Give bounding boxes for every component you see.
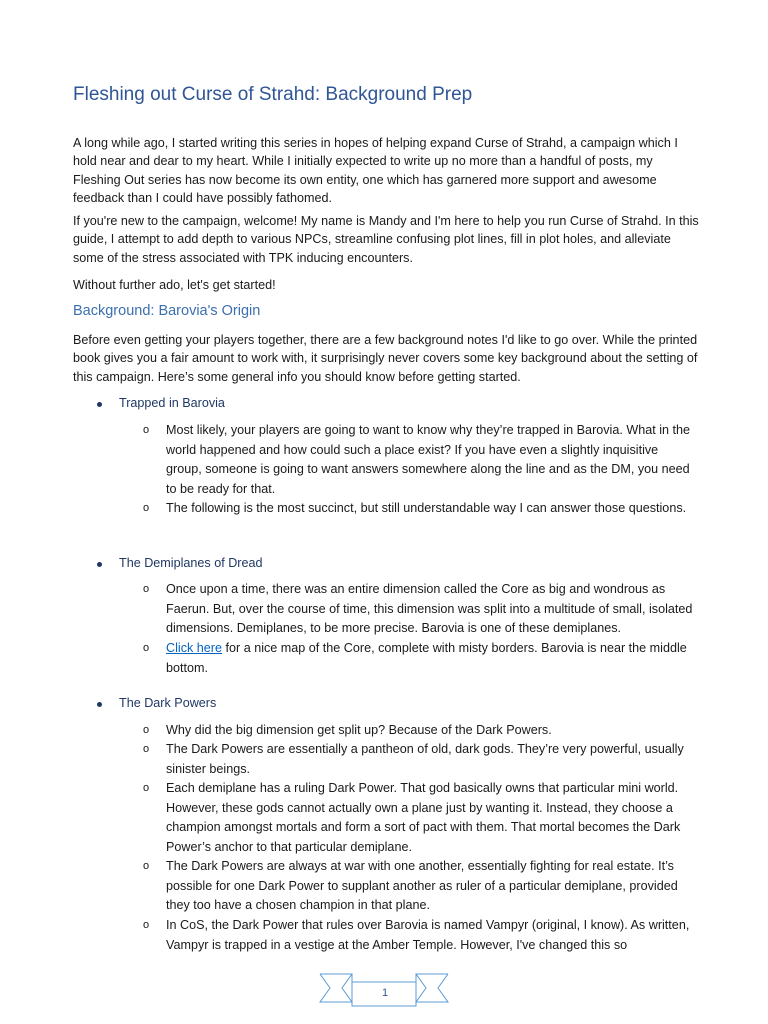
list-item — [143, 421, 695, 499]
list-item-text: Why did the big dimension get split up? Because of the Dark Powers. — [166, 723, 552, 737]
list-item — [143, 499, 695, 519]
list-item — [143, 580, 695, 639]
list-item — [143, 916, 695, 955]
list-item — [143, 639, 695, 678]
list-item-text: Most likely, your players are going to want to know why they’re trapped in Barovia. What in the world happened and how could such a place exist? If you have even a slightly inquisitive group, someone is going to want answers somewhere along the line and as the DM, you need to be ready for that. — [166, 423, 691, 496]
circle-bullet-icon: o — [143, 860, 150, 872]
intro-paragraph-1: A long while ago, I started writing this series in hopes of helping expand Curse of Strahd, a campaign which I hold near and dear to my heart. While I initially expected to write up no more than a handful of posts, my Fleshing Out series has now become its own entity, one which has garnered more support and awesome feedback than I could have possibly fathomed. — [73, 136, 678, 205]
circle-bullet-icon: o — [143, 743, 150, 755]
intro-paragraph-2: If you're new to the campaign, welcome! My name is Mandy and I'm here to help you run Curse of Strahd. In this guide, I attempt to add depth to various NPCs, streamline confusing plot lines, fill in plot holes, and alleviate some of the stress associated with TPK inducing encounters. — [73, 214, 699, 265]
circle-bullet-icon: o — [143, 583, 150, 595]
list-item-text: In CoS, the Dark Power that rules over Barovia is named Vampyr (original, I know). As written, Vampyr is trapped in a vestige at the Amber Temple. However, I've changed this so — [166, 918, 690, 952]
bullet-dot-icon — [97, 562, 102, 567]
list-item-text: The following is the most succinct, but still understandable way I can answer those questions. — [166, 501, 687, 515]
list-item — [143, 779, 695, 857]
section-heading: Background: Barovia's Origin — [73, 303, 261, 319]
bullet-label: The Dark Powers — [119, 696, 217, 710]
bullet-dot-icon — [97, 702, 102, 707]
bullet-label: Trapped in Barovia — [119, 396, 225, 410]
bullet-dot-icon — [97, 402, 102, 407]
list-item-text: The Dark Powers are essentially a pantheon of old, dark gods. They’re very powerful, usually sinister beings. — [166, 742, 684, 776]
circle-bullet-icon: o — [143, 782, 150, 794]
circle-bullet-icon: o — [143, 642, 150, 654]
list-item-text: Each demiplane has a ruling Dark Power. That god basically owns that particular mini world. However, these gods cannot actually own a plane just by wanting it. Instead, they choose a champion amongst mortals and form a sort of pact with them. That mortal becomes the Dark Power’s anchor to that particular demiplane. — [166, 781, 681, 854]
page-number-ribbon — [318, 968, 450, 1008]
circle-bullet-icon: o — [143, 724, 150, 736]
list-item — [143, 740, 695, 779]
section-lead: Before even getting your players together, there are a few background notes I'd like to go over. While the printed book gives you a fair amount to work with, it surprisingly never covers some key background about the setting of this campaign. Here’s some general info you should know before getting started. — [73, 333, 698, 384]
circle-bullet-icon: o — [143, 919, 150, 931]
circle-bullet-icon: o — [143, 424, 150, 436]
list-item — [143, 857, 695, 916]
list-item — [143, 721, 695, 741]
bullet-label: The Demiplanes of Dread — [119, 556, 263, 570]
list-item-text: The Dark Powers are always at war with one another, essentially fighting for real estate. It’s possible for one Dark Power to supplant another as ruler of a particular demiplane, provided they too have a chosen champion in that plane. — [166, 859, 678, 912]
list-item-text: Once upon a time, there was an entire dimension called the Core as big and wondrous as Faerun. But, over the course of time, this dimension was split into a multitude of small, isolated dimensions. Demiplanes, to be more precise. Barovia is one of these demiplanes. — [166, 582, 693, 635]
intro-paragraph-3: Without further ado, let's get started! — [73, 278, 276, 292]
list-item-text — [166, 639, 695, 678]
page-number: 1 — [382, 987, 389, 999]
click-here-link[interactable]: Click here — [166, 641, 222, 655]
circle-bullet-icon: o — [143, 502, 150, 514]
link-item-rest: for a nice map of the Core, complete with misty borders. Barovia is near the middle bottom. — [166, 641, 687, 675]
page-title: Fleshing out Curse of Strahd: Background Prep — [73, 84, 473, 105]
